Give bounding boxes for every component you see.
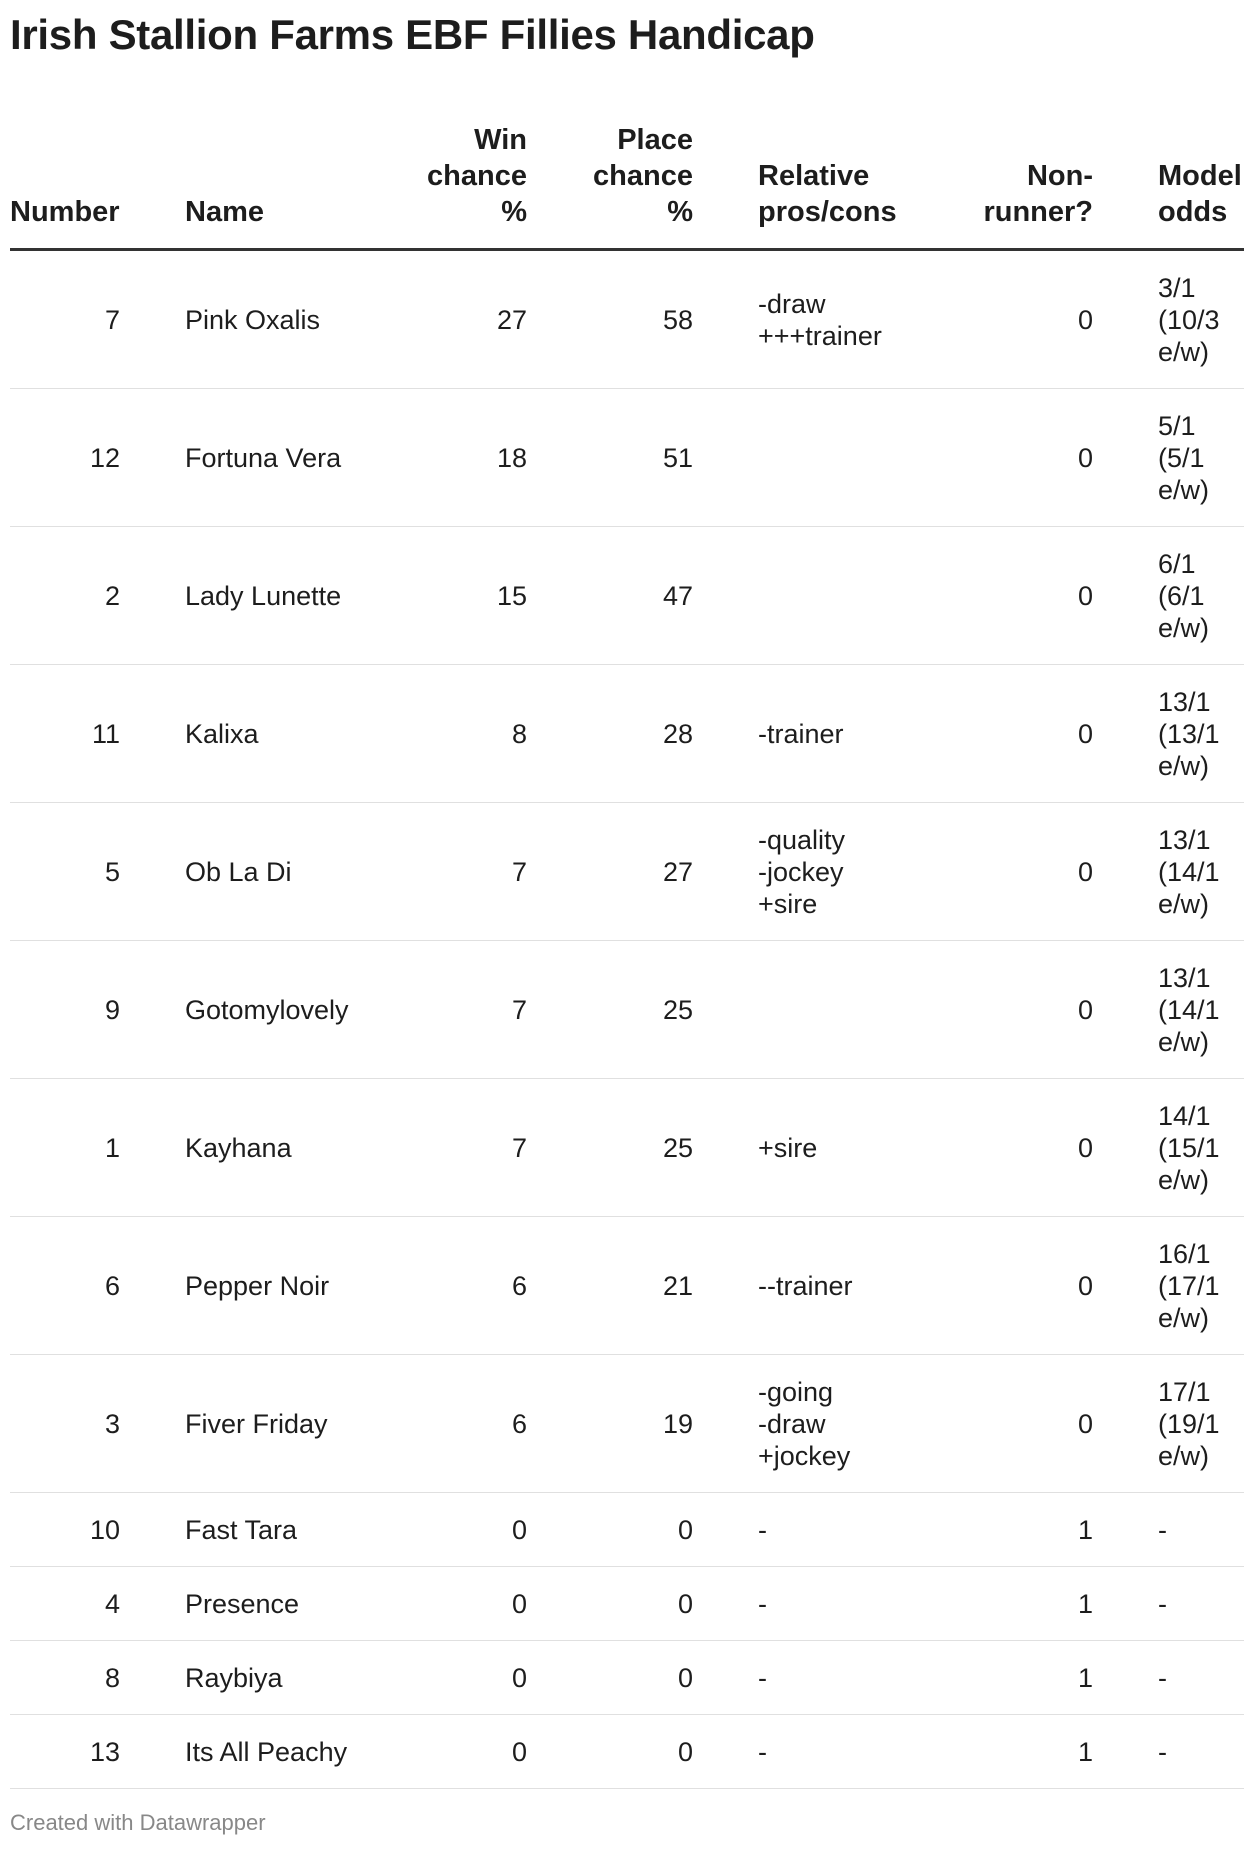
- cell-name: Pepper Noir: [185, 1217, 405, 1355]
- cell-non-runner: 1: [928, 1715, 1093, 1789]
- cell-model-odds: -: [1158, 1567, 1244, 1641]
- cell-non-runner: 0: [928, 1355, 1093, 1493]
- cell-spacer: [693, 803, 758, 941]
- cell-win-chance: 27: [405, 250, 527, 389]
- cell-model-odds: 13/1 (14/1 e/w): [1158, 941, 1244, 1079]
- cell-place-chance: 28: [527, 665, 693, 803]
- cell-place-chance: 58: [527, 250, 693, 389]
- cell-number: 5: [10, 803, 120, 941]
- cell-relative-pros-cons: -: [758, 1567, 928, 1641]
- column-header-number: Number: [10, 122, 120, 250]
- cell-place-chance: 0: [527, 1493, 693, 1567]
- cell-number: 11: [10, 665, 120, 803]
- cell-place-chance: 21: [527, 1217, 693, 1355]
- cell-number: 7: [10, 250, 120, 389]
- table-row: [10, 1079, 1244, 1217]
- cell-non-runner: 0: [928, 527, 1093, 665]
- cell-spacer: [693, 1493, 758, 1567]
- cell-spacer: [120, 1641, 185, 1715]
- cell-relative-pros-cons: +sire: [758, 1079, 928, 1217]
- cell-model-odds: -: [1158, 1715, 1244, 1789]
- cell-name: Fortuna Vera: [185, 389, 405, 527]
- cell-relative-pros-cons: -quality -jockey +sire: [758, 803, 928, 941]
- cell-win-chance: 0: [405, 1493, 527, 1567]
- table-row: [10, 250, 1244, 389]
- cell-model-odds: 14/1 (15/1 e/w): [1158, 1079, 1244, 1217]
- cell-number: 4: [10, 1567, 120, 1641]
- cell-non-runner: 0: [928, 1217, 1093, 1355]
- cell-place-chance: 25: [527, 1079, 693, 1217]
- cell-spacer: [1093, 1641, 1158, 1715]
- cell-spacer: [693, 1079, 758, 1217]
- cell-number: 12: [10, 389, 120, 527]
- table-row: [10, 389, 1244, 527]
- cell-name: Fast Tara: [185, 1493, 405, 1567]
- cell-win-chance: 0: [405, 1715, 527, 1789]
- cell-win-chance: 7: [405, 941, 527, 1079]
- cell-spacer: [1093, 803, 1158, 941]
- cell-name: Gotomylovely: [185, 941, 405, 1079]
- odds-table: [10, 122, 1244, 1789]
- cell-spacer: [1093, 1715, 1158, 1789]
- cell-spacer: [120, 250, 185, 389]
- cell-win-chance: 8: [405, 665, 527, 803]
- cell-name: Lady Lunette: [185, 527, 405, 665]
- cell-number: 8: [10, 1641, 120, 1715]
- table-body: [10, 250, 1244, 1789]
- cell-name: Its All Peachy: [185, 1715, 405, 1789]
- cell-relative-pros-cons: -draw +++trainer: [758, 250, 928, 389]
- cell-non-runner: 0: [928, 941, 1093, 1079]
- column-header-place-chance: Place chance %: [527, 122, 693, 250]
- cell-win-chance: 0: [405, 1567, 527, 1641]
- column-header-relative-pros-cons: Relative pros/cons: [758, 122, 928, 250]
- cell-spacer: [693, 1567, 758, 1641]
- cell-relative-pros-cons: [758, 941, 928, 1079]
- cell-spacer: [120, 665, 185, 803]
- cell-non-runner: 0: [928, 803, 1093, 941]
- cell-name: Fiver Friday: [185, 1355, 405, 1493]
- cell-win-chance: 6: [405, 1217, 527, 1355]
- cell-non-runner: 1: [928, 1641, 1093, 1715]
- cell-relative-pros-cons: --trainer: [758, 1217, 928, 1355]
- cell-relative-pros-cons: -: [758, 1715, 928, 1789]
- header-spacer: [1093, 122, 1158, 250]
- cell-spacer: [693, 527, 758, 665]
- cell-relative-pros-cons: -going -draw +jockey: [758, 1355, 928, 1493]
- cell-number: 10: [10, 1493, 120, 1567]
- cell-non-runner: 0: [928, 389, 1093, 527]
- cell-spacer: [120, 1217, 185, 1355]
- cell-name: Ob La Di: [185, 803, 405, 941]
- cell-spacer: [1093, 1217, 1158, 1355]
- cell-model-odds: 6/1 (6/1 e/w): [1158, 527, 1244, 665]
- column-header-non-runner: Non- runner?: [928, 122, 1093, 250]
- cell-number: 6: [10, 1217, 120, 1355]
- cell-model-odds: 16/1 (17/1 e/w): [1158, 1217, 1244, 1355]
- header-spacer: [693, 122, 758, 250]
- cell-model-odds: 13/1 (14/1 e/w): [1158, 803, 1244, 941]
- cell-relative-pros-cons: [758, 389, 928, 527]
- cell-relative-pros-cons: -: [758, 1641, 928, 1715]
- cell-name: Kalixa: [185, 665, 405, 803]
- cell-relative-pros-cons: -trainer: [758, 665, 928, 803]
- cell-place-chance: 0: [527, 1715, 693, 1789]
- cell-spacer: [1093, 1493, 1158, 1567]
- cell-win-chance: 15: [405, 527, 527, 665]
- table-chart: [10, 0, 1242, 1789]
- column-header-model-odds: Model odds: [1158, 122, 1244, 250]
- cell-place-chance: 25: [527, 941, 693, 1079]
- table-row: [10, 803, 1244, 941]
- cell-spacer: [1093, 1567, 1158, 1641]
- cell-non-runner: 0: [928, 665, 1093, 803]
- table-row: [10, 1715, 1244, 1789]
- cell-spacer: [120, 941, 185, 1079]
- cell-spacer: [693, 941, 758, 1079]
- cell-non-runner: 1: [928, 1567, 1093, 1641]
- table-row: [10, 1641, 1244, 1715]
- cell-win-chance: 18: [405, 389, 527, 527]
- cell-spacer: [693, 1641, 758, 1715]
- cell-number: 1: [10, 1079, 120, 1217]
- cell-spacer: [120, 389, 185, 527]
- table-row: [10, 941, 1244, 1079]
- cell-spacer: [120, 1079, 185, 1217]
- cell-model-odds: 3/1 (10/3 e/w): [1158, 250, 1244, 389]
- cell-spacer: [1093, 941, 1158, 1079]
- header-row: [10, 122, 1244, 250]
- table-row: [10, 665, 1244, 803]
- cell-spacer: [1093, 1355, 1158, 1493]
- cell-spacer: [1093, 250, 1158, 389]
- cell-place-chance: 19: [527, 1355, 693, 1493]
- cell-number: 9: [10, 941, 120, 1079]
- cell-place-chance: 0: [527, 1641, 693, 1715]
- cell-spacer: [120, 1355, 185, 1493]
- cell-win-chance: 7: [405, 803, 527, 941]
- cell-model-odds: -: [1158, 1493, 1244, 1567]
- cell-spacer: [1093, 1079, 1158, 1217]
- cell-spacer: [693, 1355, 758, 1493]
- cell-number: 2: [10, 527, 120, 665]
- table-row: [10, 1567, 1244, 1641]
- cell-spacer: [693, 665, 758, 803]
- cell-spacer: [693, 250, 758, 389]
- cell-win-chance: 7: [405, 1079, 527, 1217]
- cell-win-chance: 0: [405, 1641, 527, 1715]
- chart-title: Irish Stallion Farms EBF Fillies Handicap: [10, 11, 815, 58]
- column-header-name: Name: [185, 122, 405, 250]
- cell-number: 3: [10, 1355, 120, 1493]
- cell-spacer: [120, 1493, 185, 1567]
- table-row: [10, 527, 1244, 665]
- table-row: [10, 1355, 1244, 1493]
- table-row: [10, 1493, 1244, 1567]
- column-header-win-chance: Win chance %: [405, 122, 527, 250]
- cell-place-chance: 27: [527, 803, 693, 941]
- cell-spacer: [120, 1567, 185, 1641]
- cell-number: 13: [10, 1715, 120, 1789]
- cell-win-chance: 6: [405, 1355, 527, 1493]
- cell-name: Presence: [185, 1567, 405, 1641]
- cell-spacer: [120, 1715, 185, 1789]
- cell-spacer: [1093, 665, 1158, 803]
- cell-non-runner: 0: [928, 250, 1093, 389]
- cell-name: Raybiya: [185, 1641, 405, 1715]
- cell-relative-pros-cons: [758, 527, 928, 665]
- header-spacer: [120, 122, 185, 250]
- cell-name: Kayhana: [185, 1079, 405, 1217]
- cell-place-chance: 51: [527, 389, 693, 527]
- cell-spacer: [1093, 389, 1158, 527]
- cell-relative-pros-cons: -: [758, 1493, 928, 1567]
- cell-spacer: [120, 803, 185, 941]
- cell-spacer: [693, 1217, 758, 1355]
- cell-model-odds: 5/1 (5/1 e/w): [1158, 389, 1244, 527]
- cell-spacer: [693, 389, 758, 527]
- footer-credit: Created with Datawrapper: [10, 1810, 266, 1835]
- cell-spacer: [1093, 527, 1158, 665]
- cell-place-chance: 47: [527, 527, 693, 665]
- cell-model-odds: -: [1158, 1641, 1244, 1715]
- cell-spacer: [120, 527, 185, 665]
- cell-place-chance: 0: [527, 1567, 693, 1641]
- cell-model-odds: 13/1 (13/1 e/w): [1158, 665, 1244, 803]
- cell-name: Pink Oxalis: [185, 250, 405, 389]
- cell-non-runner: 0: [928, 1079, 1093, 1217]
- cell-non-runner: 1: [928, 1493, 1093, 1567]
- cell-spacer: [693, 1715, 758, 1789]
- cell-model-odds: 17/1 (19/1 e/w): [1158, 1355, 1244, 1493]
- table-row: [10, 1217, 1244, 1355]
